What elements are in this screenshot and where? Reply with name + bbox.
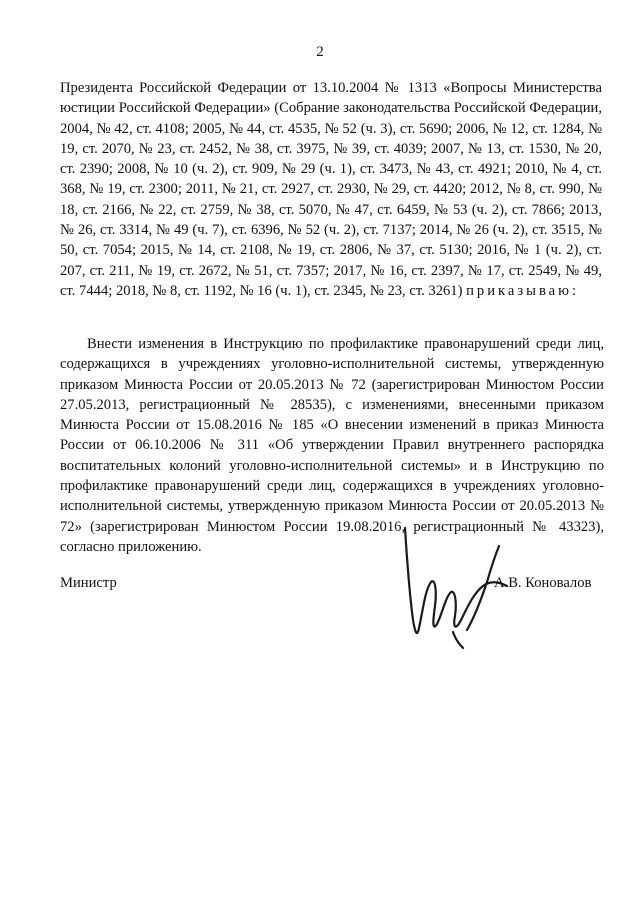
preamble-paragraph — [60, 78, 602, 301]
order-word: приказываю: — [466, 282, 580, 299]
signatory-name: А.В. Коновалов — [494, 575, 592, 591]
page-number: 2 — [316, 44, 324, 60]
order-paragraph: Внести изменения в Инструкцию по профилактике правонарушений среди лиц, содержащихся в учреждениях уголовно-исполнительной системы, утвержденную приказом Минюста России от 20.05.2013 № 72 (зарегистрирован Минюстом России 27.05.2013, регистрационный № 28535), с изменениями, внесенными приказом Минюста России от 15.08.2016 № 185 «О внесении изменений в приказ Минюста России от 06.10.2006 № 311 «Об утверждении Правил внутреннего распорядка воспитательных колоний уголовно-исполнительной системы» и в Инструкцию по профилактике правонарушений среди лиц, содержащихся в учреждениях уголовно-исполнительной системы, утвержденную приказом Минюста России от 20.05.2013 № 72» (зарегистрирован Минюстом России 19.08.2016, регистрационный № 43323), согласно приложению. — [60, 336, 604, 555]
signatory-title: Министр — [60, 575, 117, 591]
preamble-text: Президента Российской Федерации от 13.10.2004 № 1313 «Вопросы Министерства юстиции Российской Федерации» (Собрание законодательства Российской Федерации, 2004, № 42, ст. 4108; 2005, № 44, ст. 4535, № 52 (ч. 3), ст. 5690; 2006, № 12, ст. 1284, № 19, ст. 2070, № 23, ст. 2452, № 38, ст. 3975, № 39, ст. 4039; 2007, № 13, ст. 1530, № 20, ст. 2390; 2008, № 10 (ч. 2), ст. 909, № 29 (ч. 1), ст. 3473, № 43, ст. 4921; 2010, № 4, ст. 368, № 19, ст. 2300; 2011, № 21, ст. 2927, ст. 2930, № 29, ст. 4420; 2012, № 8, ст. 990, № 18, ст. 2166, № 22, ст. 2759, № 38, ст. 5070, № 47, ст. 6459, № 53 (ч. 2), ст. 7866; 2013, № 26, ст. 3314, № 49 (ч. 7), ст. 6396, № 52 (ч. 2), ст. 7137; 2014, № 26 (ч. 2), ст. 3515, № 50, ст. 7054; 2015, № 14, ст. 2108, № 19, ст. 2806, № 37, ст. 5130; 2016, № 1 (ч. 2), ст. 207, ст. 211, № 19, ст. 2672, № 51, ст. 7357; 2017, № 16, ст. 2397, № 17, ст. 2549, № 49, ст. 7444; 2018, № 8, ст. 1192, № 16 (ч. 1), ст. 2345, № 23, ст. 3261) — [60, 80, 602, 299]
